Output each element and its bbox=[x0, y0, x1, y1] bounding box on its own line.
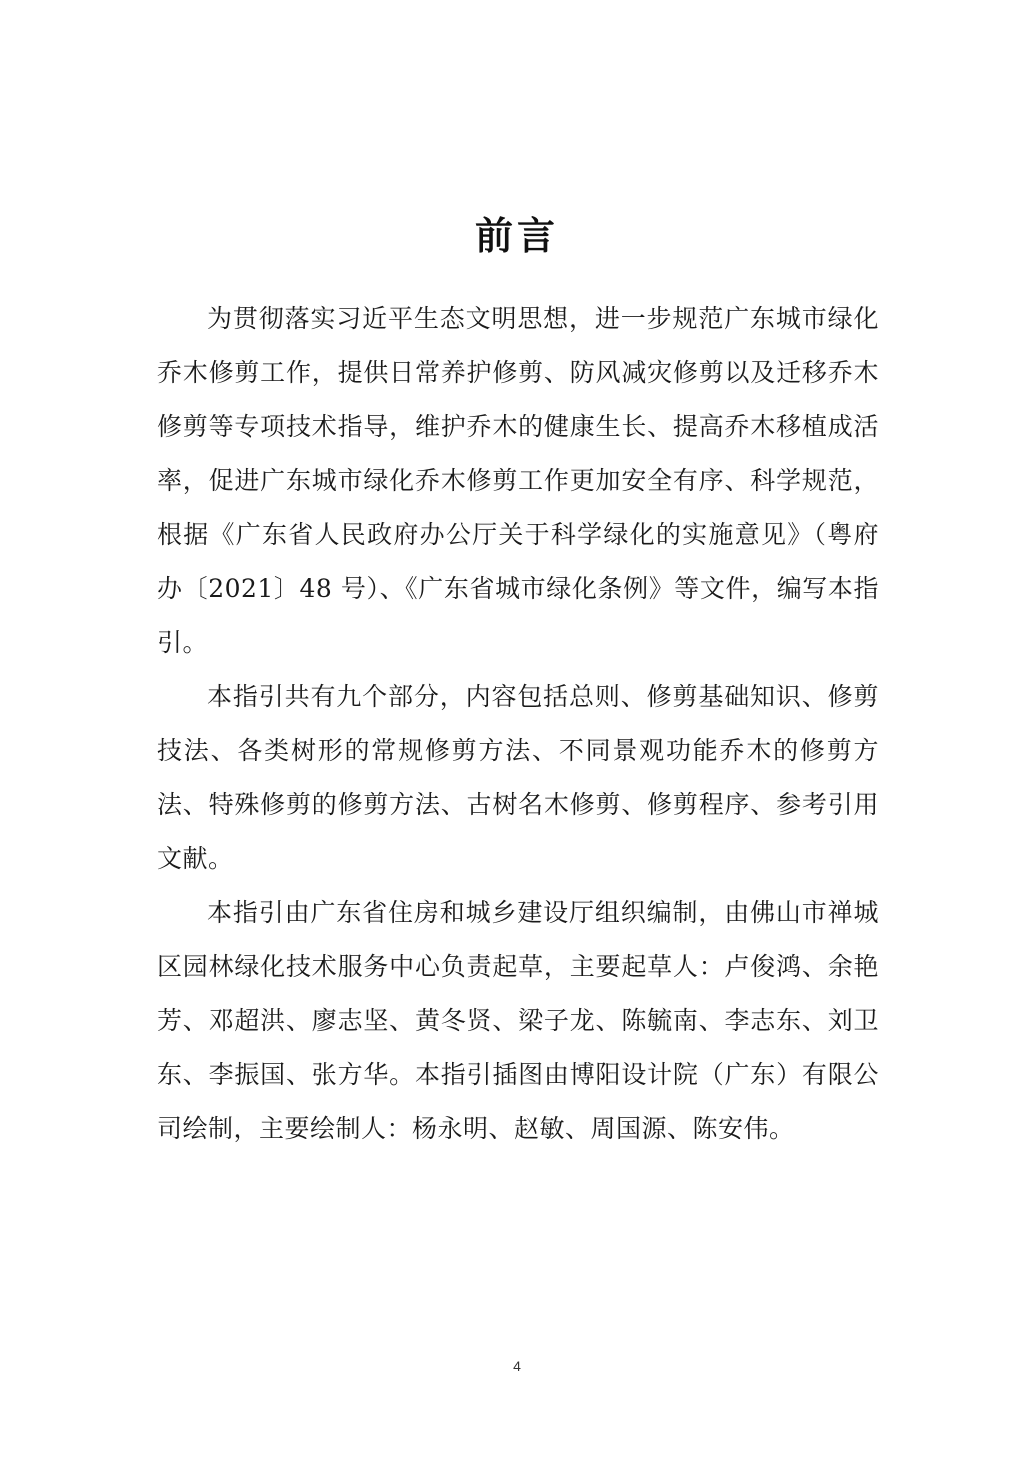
paragraph-purpose: 为贯彻落实习近平生态文明思想，进一步规范广东城市绿化乔木修剪工作，提供日常养护修剪、防风减灾修剪以及迁移乔木修剪等专项技术指导，维护乔木的健康生长、提高乔木移植成活率，促进广东城市绿化乔木修剪工作更加安全有序、科学规范，根据《广东省人民政府办公厅关于科学绿化的实施意见》（粤府办〔2021〕48 号）、《广东省城市绿化条例》等文件，编写本指引。 bbox=[157, 304, 879, 657]
preface-body bbox=[157, 292, 879, 1156]
paragraph-contents: 本指引共有九个部分，内容包括总则、修剪基础知识、修剪技法、各类树形的常规修剪方法、不同景观功能乔木的修剪方法、特殊修剪的修剪方法、古树名木修剪、修剪程序、参考引用文献。 bbox=[157, 682, 879, 873]
page-number: 4 bbox=[513, 1358, 521, 1374]
paragraph-authors: 本指引由广东省住房和城乡建设厅组织编制，由佛山市禅城区园林绿化技术服务中心负责起草，主要起草人：卢俊鸿、余艳芳、邓超洪、廖志坚、黄冬贤、梁子龙、陈毓南、李志东、刘卫东、李振国、张方华。本指引插图由博阳设计院（广东）有限公司绘制，主要绘制人：杨永明、赵敏、周国源、陈安伟。 bbox=[157, 898, 879, 1143]
page-title: 前言 bbox=[474, 214, 559, 259]
